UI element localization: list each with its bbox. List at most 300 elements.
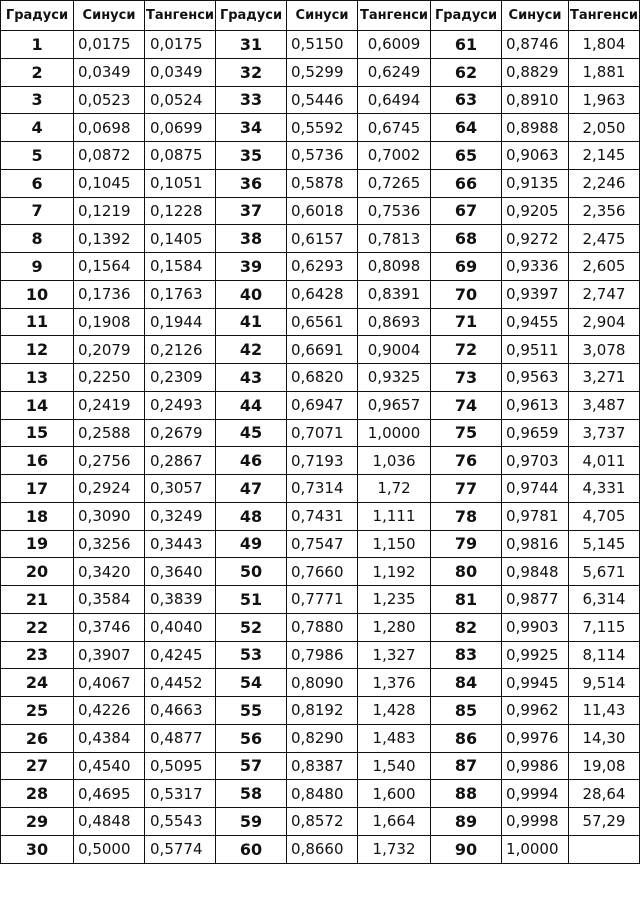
degree-cell: 47: [216, 475, 287, 503]
sine-cell: 0,9659: [502, 419, 569, 447]
sine-cell: 0,0349: [74, 58, 145, 86]
degree-cell: 76: [431, 447, 502, 475]
table-row: [1, 197, 640, 225]
table-row: [1, 641, 640, 669]
degree-cell: 29: [1, 808, 74, 836]
table-body: [1, 31, 640, 864]
tangent-cell: 0,7813: [358, 225, 431, 253]
degree-cell: 43: [216, 364, 287, 392]
table-row: [1, 724, 640, 752]
sine-cell: 0,9945: [502, 669, 569, 697]
table-row: [1, 364, 640, 392]
tangent-cell: 1,804: [568, 31, 639, 59]
table-row: [1, 142, 640, 170]
sine-cell: 0,5299: [287, 58, 358, 86]
table-row: [1, 558, 640, 586]
degree-cell: 1: [1, 31, 74, 59]
sine-cell: 0,2419: [74, 391, 145, 419]
degree-cell: 75: [431, 419, 502, 447]
tangent-cell: 0,2493: [145, 391, 216, 419]
tangent-cell: 0,1228: [145, 197, 216, 225]
sine-cell: 0,8572: [287, 808, 358, 836]
degree-cell: 49: [216, 530, 287, 558]
degree-cell: 36: [216, 169, 287, 197]
tangent-cell: 2,904: [568, 308, 639, 336]
sine-cell: 0,4226: [74, 697, 145, 725]
degree-cell: 44: [216, 391, 287, 419]
tangent-cell: 0,6249: [358, 58, 431, 86]
sine-cell: 0,6428: [287, 280, 358, 308]
sine-cell: 0,5736: [287, 142, 358, 170]
tangent-cell: 0,1763: [145, 280, 216, 308]
sine-cell: 0,9903: [502, 613, 569, 641]
sine-cell: 0,6947: [287, 391, 358, 419]
degree-cell: 50: [216, 558, 287, 586]
sine-cell: 0,4695: [74, 780, 145, 808]
sine-cell: 0,7431: [287, 502, 358, 530]
sine-cell: 0,5000: [74, 835, 145, 863]
degree-cell: 68: [431, 225, 502, 253]
degree-cell: 56: [216, 724, 287, 752]
degree-cell: 25: [1, 697, 74, 725]
degree-cell: 79: [431, 530, 502, 558]
header-tangents: Тангенси: [145, 1, 216, 31]
table-row: [1, 447, 640, 475]
header-sines: Синуси: [74, 1, 145, 31]
tangent-cell: 0,0875: [145, 142, 216, 170]
header-degrees: Градуси: [1, 1, 74, 31]
sine-cell: 0,9563: [502, 364, 569, 392]
tangent-cell: 0,7265: [358, 169, 431, 197]
table-row: [1, 530, 640, 558]
tangent-cell: 1,280: [358, 613, 431, 641]
tangent-cell: 11,43: [568, 697, 639, 725]
tangent-cell: 1,483: [358, 724, 431, 752]
sine-cell: 0,5592: [287, 114, 358, 142]
sine-cell: 0,9703: [502, 447, 569, 475]
sine-cell: 0,3746: [74, 613, 145, 641]
tangent-cell: 1,72: [358, 475, 431, 503]
sine-cell: 0,4067: [74, 669, 145, 697]
sine-cell: 0,9135: [502, 169, 569, 197]
sine-cell: 0,6018: [287, 197, 358, 225]
degree-cell: 8: [1, 225, 74, 253]
tangent-cell: 0,9004: [358, 336, 431, 364]
tangent-cell: 2,356: [568, 197, 639, 225]
sine-cell: 0,9998: [502, 808, 569, 836]
tangent-cell: [568, 835, 639, 863]
tangent-cell: 0,5317: [145, 780, 216, 808]
degree-cell: 6: [1, 169, 74, 197]
degree-cell: 19: [1, 530, 74, 558]
sine-cell: 0,7986: [287, 641, 358, 669]
degree-cell: 39: [216, 253, 287, 281]
tangent-cell: 0,7002: [358, 142, 431, 170]
degree-cell: 55: [216, 697, 287, 725]
tangent-cell: 2,145: [568, 142, 639, 170]
table-row: [1, 114, 640, 142]
table-row: [1, 31, 640, 59]
degree-cell: 59: [216, 808, 287, 836]
sine-cell: 0,8192: [287, 697, 358, 725]
degree-cell: 74: [431, 391, 502, 419]
tangent-cell: 14,30: [568, 724, 639, 752]
tangent-cell: 57,29: [568, 808, 639, 836]
degree-cell: 30: [1, 835, 74, 863]
sine-cell: 0,8090: [287, 669, 358, 697]
tangent-cell: 2,605: [568, 253, 639, 281]
sine-cell: 0,2079: [74, 336, 145, 364]
sine-cell: 0,2588: [74, 419, 145, 447]
header-degrees: Градуси: [431, 1, 502, 31]
degree-cell: 54: [216, 669, 287, 697]
tangent-cell: 3,737: [568, 419, 639, 447]
tangent-cell: 0,7536: [358, 197, 431, 225]
sine-cell: 0,3584: [74, 586, 145, 614]
table-row: [1, 308, 640, 336]
header-sines: Синуси: [502, 1, 569, 31]
sine-cell: 0,7071: [287, 419, 358, 447]
tangent-cell: 0,0349: [145, 58, 216, 86]
tangent-cell: 1,150: [358, 530, 431, 558]
degree-cell: 52: [216, 613, 287, 641]
table-row: [1, 169, 640, 197]
degree-cell: 9: [1, 253, 74, 281]
degree-cell: 18: [1, 502, 74, 530]
sine-cell: 0,9397: [502, 280, 569, 308]
tangent-cell: 0,8391: [358, 280, 431, 308]
table-row: [1, 225, 640, 253]
sine-cell: 0,4540: [74, 752, 145, 780]
tangent-cell: 0,4245: [145, 641, 216, 669]
sine-cell: 0,5150: [287, 31, 358, 59]
tangent-cell: 0,1405: [145, 225, 216, 253]
tangent-cell: 0,1051: [145, 169, 216, 197]
tangent-cell: 0,4663: [145, 697, 216, 725]
sine-cell: 0,9455: [502, 308, 569, 336]
sine-cell: 0,7314: [287, 475, 358, 503]
degree-cell: 80: [431, 558, 502, 586]
degree-cell: 35: [216, 142, 287, 170]
tangent-cell: 0,6009: [358, 31, 431, 59]
degree-cell: 70: [431, 280, 502, 308]
table-row: [1, 669, 640, 697]
degree-cell: 5: [1, 142, 74, 170]
tangent-cell: 0,9657: [358, 391, 431, 419]
header-sines: Синуси: [287, 1, 358, 31]
table-row: [1, 613, 640, 641]
degree-cell: 27: [1, 752, 74, 780]
sine-cell: 0,3907: [74, 641, 145, 669]
tangent-cell: 1,428: [358, 697, 431, 725]
tangent-cell: 0,1584: [145, 253, 216, 281]
degree-cell: 87: [431, 752, 502, 780]
degree-cell: 73: [431, 364, 502, 392]
degree-cell: 83: [431, 641, 502, 669]
sine-cell: 0,6157: [287, 225, 358, 253]
degree-cell: 33: [216, 86, 287, 114]
tangent-cell: 0,4452: [145, 669, 216, 697]
tangent-cell: 0,4877: [145, 724, 216, 752]
table-row: [1, 86, 640, 114]
degree-cell: 7: [1, 197, 74, 225]
sine-cell: 0,9613: [502, 391, 569, 419]
tangent-cell: 3,487: [568, 391, 639, 419]
sine-cell: 0,7547: [287, 530, 358, 558]
degree-cell: 4: [1, 114, 74, 142]
tangent-cell: 0,5095: [145, 752, 216, 780]
tangent-cell: 0,2126: [145, 336, 216, 364]
sine-cell: 0,9744: [502, 475, 569, 503]
table-row: [1, 697, 640, 725]
degree-cell: 11: [1, 308, 74, 336]
degree-cell: 3: [1, 86, 74, 114]
degree-cell: 26: [1, 724, 74, 752]
degree-cell: 37: [216, 197, 287, 225]
tangent-cell: 3,078: [568, 336, 639, 364]
degree-cell: 14: [1, 391, 74, 419]
sine-cell: 0,8829: [502, 58, 569, 86]
degree-cell: 77: [431, 475, 502, 503]
tangent-cell: 3,271: [568, 364, 639, 392]
sine-cell: 0,8746: [502, 31, 569, 59]
sine-cell: 0,9962: [502, 697, 569, 725]
sine-cell: 0,4384: [74, 724, 145, 752]
tangent-cell: 5,145: [568, 530, 639, 558]
tangent-cell: 0,3249: [145, 502, 216, 530]
sine-cell: 0,1736: [74, 280, 145, 308]
tangent-cell: 0,6745: [358, 114, 431, 142]
degree-cell: 89: [431, 808, 502, 836]
header-tangents: Тангенси: [568, 1, 639, 31]
tangent-cell: 1,732: [358, 835, 431, 863]
tangent-cell: 1,111: [358, 502, 431, 530]
sine-cell: 0,9511: [502, 336, 569, 364]
tangent-cell: 1,192: [358, 558, 431, 586]
sine-cell: 0,8290: [287, 724, 358, 752]
sine-cell: 0,1564: [74, 253, 145, 281]
sine-cell: 0,7660: [287, 558, 358, 586]
sine-cell: 0,1392: [74, 225, 145, 253]
sine-cell: 0,4848: [74, 808, 145, 836]
degree-cell: 67: [431, 197, 502, 225]
sine-cell: 0,0872: [74, 142, 145, 170]
tangent-cell: 0,3443: [145, 530, 216, 558]
degree-cell: 34: [216, 114, 287, 142]
tangent-cell: 0,5543: [145, 808, 216, 836]
tangent-cell: 0,4040: [145, 613, 216, 641]
degree-cell: 24: [1, 669, 74, 697]
degree-cell: 57: [216, 752, 287, 780]
tangent-cell: 0,3839: [145, 586, 216, 614]
degree-cell: 82: [431, 613, 502, 641]
tangent-cell: 6,314: [568, 586, 639, 614]
tangent-cell: 4,331: [568, 475, 639, 503]
sine-cell: 0,6691: [287, 336, 358, 364]
degree-cell: 71: [431, 308, 502, 336]
degree-cell: 90: [431, 835, 502, 863]
tangent-cell: 0,2309: [145, 364, 216, 392]
tangent-cell: 8,114: [568, 641, 639, 669]
degree-cell: 10: [1, 280, 74, 308]
tangent-cell: 0,2679: [145, 419, 216, 447]
tangent-cell: 0,0699: [145, 114, 216, 142]
degree-cell: 16: [1, 447, 74, 475]
tangent-cell: 0,6494: [358, 86, 431, 114]
sine-cell: 0,9063: [502, 142, 569, 170]
tangent-cell: 9,514: [568, 669, 639, 697]
tangent-cell: 1,327: [358, 641, 431, 669]
tangent-cell: 0,8693: [358, 308, 431, 336]
degree-cell: 85: [431, 697, 502, 725]
sine-cell: 0,2756: [74, 447, 145, 475]
sine-cell: 0,9781: [502, 502, 569, 530]
table-row: [1, 336, 640, 364]
tangent-cell: 0,2867: [145, 447, 216, 475]
table-row: [1, 808, 640, 836]
sine-cell: 0,1045: [74, 169, 145, 197]
tangent-cell: 1,036: [358, 447, 431, 475]
degree-cell: 66: [431, 169, 502, 197]
sine-cell: 0,3090: [74, 502, 145, 530]
degree-cell: 21: [1, 586, 74, 614]
sine-cell: 0,7193: [287, 447, 358, 475]
sine-cell: 0,3420: [74, 558, 145, 586]
table-row: [1, 780, 640, 808]
tangent-cell: 0,0524: [145, 86, 216, 114]
tangent-cell: 1,600: [358, 780, 431, 808]
tangent-cell: 4,011: [568, 447, 639, 475]
sine-cell: 0,5878: [287, 169, 358, 197]
tangent-cell: 0,3057: [145, 475, 216, 503]
degree-cell: 61: [431, 31, 502, 59]
tangent-cell: 1,235: [358, 586, 431, 614]
sine-cell: 0,6561: [287, 308, 358, 336]
sine-cell: 0,8480: [287, 780, 358, 808]
sine-cell: 0,9986: [502, 752, 569, 780]
degree-cell: 88: [431, 780, 502, 808]
degree-cell: 17: [1, 475, 74, 503]
tangent-cell: 5,671: [568, 558, 639, 586]
degree-cell: 41: [216, 308, 287, 336]
sine-cell: 0,9272: [502, 225, 569, 253]
sine-cell: 0,0698: [74, 114, 145, 142]
degree-cell: 28: [1, 780, 74, 808]
degree-cell: 48: [216, 502, 287, 530]
degree-cell: 78: [431, 502, 502, 530]
degree-cell: 45: [216, 419, 287, 447]
header-row: [1, 1, 640, 31]
table-row: [1, 280, 640, 308]
table-row: [1, 475, 640, 503]
sine-cell: 0,9976: [502, 724, 569, 752]
sine-cell: 0,9994: [502, 780, 569, 808]
tangent-cell: 4,705: [568, 502, 639, 530]
tangent-cell: 1,881: [568, 58, 639, 86]
sine-cell: 0,6293: [287, 253, 358, 281]
sine-cell: 0,1908: [74, 308, 145, 336]
degree-cell: 60: [216, 835, 287, 863]
tangent-cell: 0,3640: [145, 558, 216, 586]
degree-cell: 72: [431, 336, 502, 364]
degree-cell: 84: [431, 669, 502, 697]
degree-cell: 13: [1, 364, 74, 392]
sine-cell: 0,9816: [502, 530, 569, 558]
sine-cell: 0,0175: [74, 31, 145, 59]
tangent-cell: 19,08: [568, 752, 639, 780]
tangent-cell: 2,246: [568, 169, 639, 197]
sine-cell: 0,1219: [74, 197, 145, 225]
tangent-cell: 1,963: [568, 86, 639, 114]
tangent-cell: 2,475: [568, 225, 639, 253]
tangent-cell: 0,1944: [145, 308, 216, 336]
degree-cell: 2: [1, 58, 74, 86]
table-row: [1, 502, 640, 530]
sine-cell: 0,9877: [502, 586, 569, 614]
tangent-cell: 2,050: [568, 114, 639, 142]
degree-cell: 65: [431, 142, 502, 170]
degree-cell: 62: [431, 58, 502, 86]
tangent-cell: 0,9325: [358, 364, 431, 392]
tangent-cell: 0,8098: [358, 253, 431, 281]
sine-cell: 0,8660: [287, 835, 358, 863]
degree-cell: 63: [431, 86, 502, 114]
degree-cell: 38: [216, 225, 287, 253]
degree-cell: 53: [216, 641, 287, 669]
degree-cell: 12: [1, 336, 74, 364]
header-tangents: Тангенси: [358, 1, 431, 31]
sine-cell: 0,9848: [502, 558, 569, 586]
degree-cell: 22: [1, 613, 74, 641]
degree-cell: 23: [1, 641, 74, 669]
table-row: [1, 835, 640, 863]
sine-cell: 0,3256: [74, 530, 145, 558]
table-row: [1, 253, 640, 281]
degree-cell: 86: [431, 724, 502, 752]
sine-cell: 0,7771: [287, 586, 358, 614]
degree-cell: 58: [216, 780, 287, 808]
tangent-cell: 28,64: [568, 780, 639, 808]
tangent-cell: 2,747: [568, 280, 639, 308]
sine-cell: 0,8910: [502, 86, 569, 114]
sine-cell: 1,0000: [502, 835, 569, 863]
degree-cell: 81: [431, 586, 502, 614]
table-row: [1, 752, 640, 780]
sine-cell: 0,6820: [287, 364, 358, 392]
degree-cell: 69: [431, 253, 502, 281]
sine-cell: 0,9925: [502, 641, 569, 669]
sine-cell: 0,8387: [287, 752, 358, 780]
table-row: [1, 586, 640, 614]
sine-cell: 0,8988: [502, 114, 569, 142]
degree-cell: 51: [216, 586, 287, 614]
degree-cell: 20: [1, 558, 74, 586]
degree-cell: 40: [216, 280, 287, 308]
tangent-cell: 1,540: [358, 752, 431, 780]
tangent-cell: 1,664: [358, 808, 431, 836]
sine-cell: 0,0523: [74, 86, 145, 114]
degree-cell: 15: [1, 419, 74, 447]
table-row: [1, 391, 640, 419]
header-degrees: Градуси: [216, 1, 287, 31]
tangent-cell: 0,5774: [145, 835, 216, 863]
table-row: [1, 419, 640, 447]
sine-cell: 0,2250: [74, 364, 145, 392]
tangent-cell: 1,376: [358, 669, 431, 697]
sine-cell: 0,2924: [74, 475, 145, 503]
sine-cell: 0,9205: [502, 197, 569, 225]
tangent-cell: 1,0000: [358, 419, 431, 447]
